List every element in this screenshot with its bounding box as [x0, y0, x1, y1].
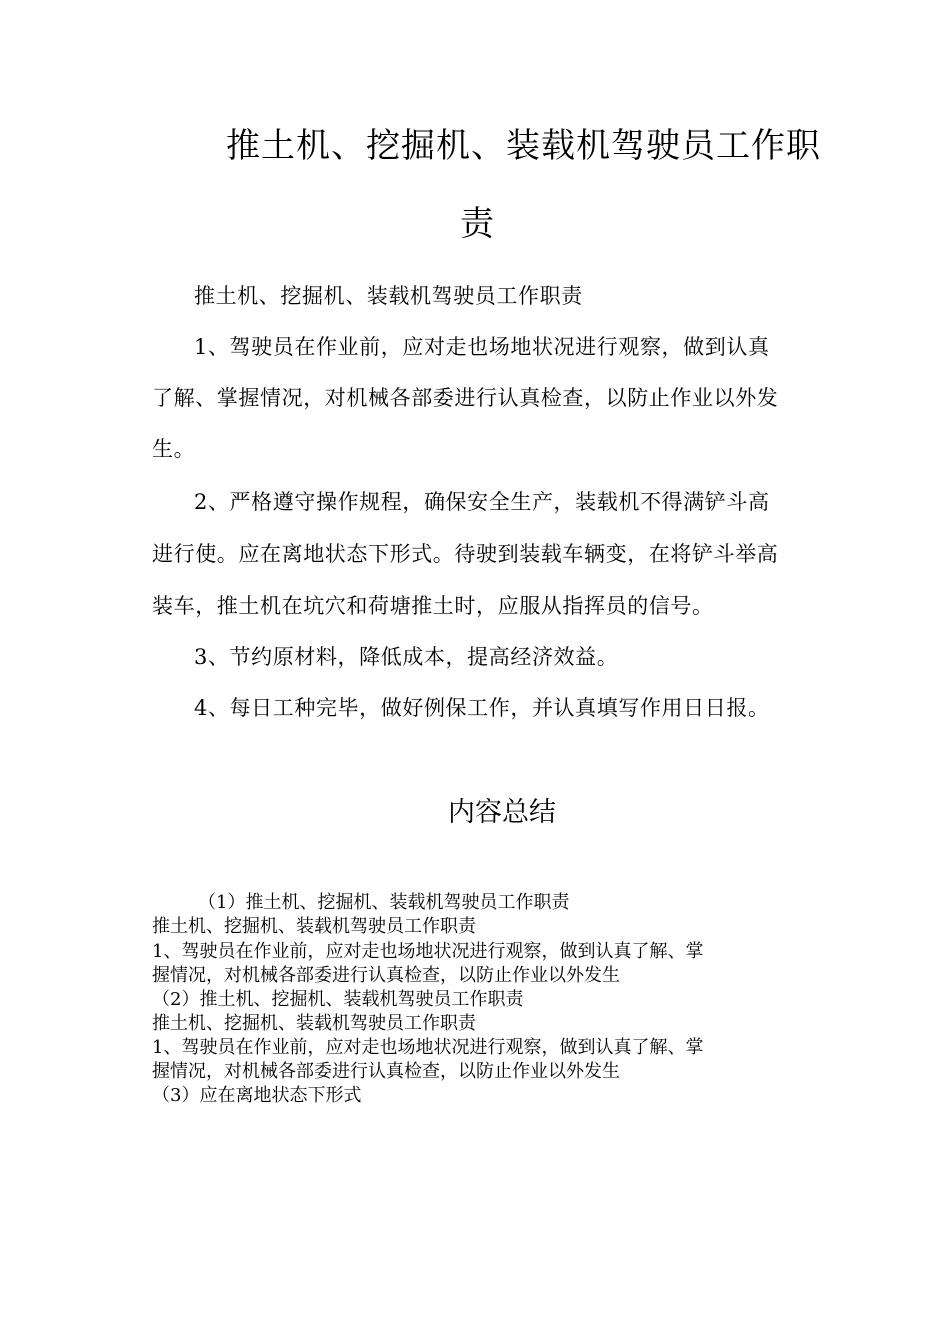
body-paragraph-3: 3、节约原材料，降低成本，提高经济效益。: [194, 645, 619, 669]
body-paragraph-2-line-3: 装车，推土机在坑穴和荷塘推土时，应服从指挥员的信号。: [152, 594, 714, 618]
document-title-line-1: 推土机、挖掘机、装载机驾驶员工作职: [226, 126, 821, 166]
summary-line: 推土机、挖掘机、装载机驾驶员工作职责: [152, 916, 476, 937]
body-paragraph-2-line-2: 进行使。应在离地状态下形式。待驶到装载车辆变，在将铲斗举高: [152, 542, 779, 566]
summary-line: 1、驾驶员在作业前，应对走也场地状况进行观察，做到认真了解、掌: [152, 1037, 704, 1058]
document-title-line-2: 责: [460, 204, 494, 244]
body-paragraph-1-line-3: 生。: [152, 437, 196, 461]
summary-line: （1）推土机、挖掘机、装载机驾驶员工作职责: [198, 892, 570, 913]
summary-line: （3）应在离地状态下形式: [152, 1085, 362, 1106]
body-paragraph-1-line-2: 了解、掌握情况，对机械各部委进行认真检查，以防止作业以外发: [152, 386, 779, 410]
summary-line: （2）推土机、挖掘机、装载机驾驶员工作职责: [152, 989, 524, 1010]
summary-title: 内容总结: [448, 797, 556, 828]
body-paragraph-1-line-1: 1、驾驶员在作业前，应对走也场地状况进行观察，做到认真: [194, 335, 770, 359]
summary-line: 握情况，对机械各部委进行认真检查，以防止作业以外发生: [152, 1061, 620, 1082]
body-paragraph-4: 4、每日工种完毕，做好例保工作，并认真填写作用日日报。: [194, 696, 770, 720]
summary-line: 1、驾驶员在作业前，应对走也场地状况进行观察，做到认真了解、掌: [152, 941, 704, 962]
summary-line: 握情况，对机械各部委进行认真检查，以防止作业以外发生: [152, 965, 620, 986]
summary-line: 推土机、挖掘机、装载机驾驶员工作职责: [152, 1013, 476, 1034]
body-subtitle: 推土机、挖掘机、装载机驾驶员工作职责: [194, 284, 583, 308]
body-paragraph-2-line-1: 2、严格遵守操作规程，确保安全生产，装载机不得满铲斗高: [194, 490, 770, 514]
